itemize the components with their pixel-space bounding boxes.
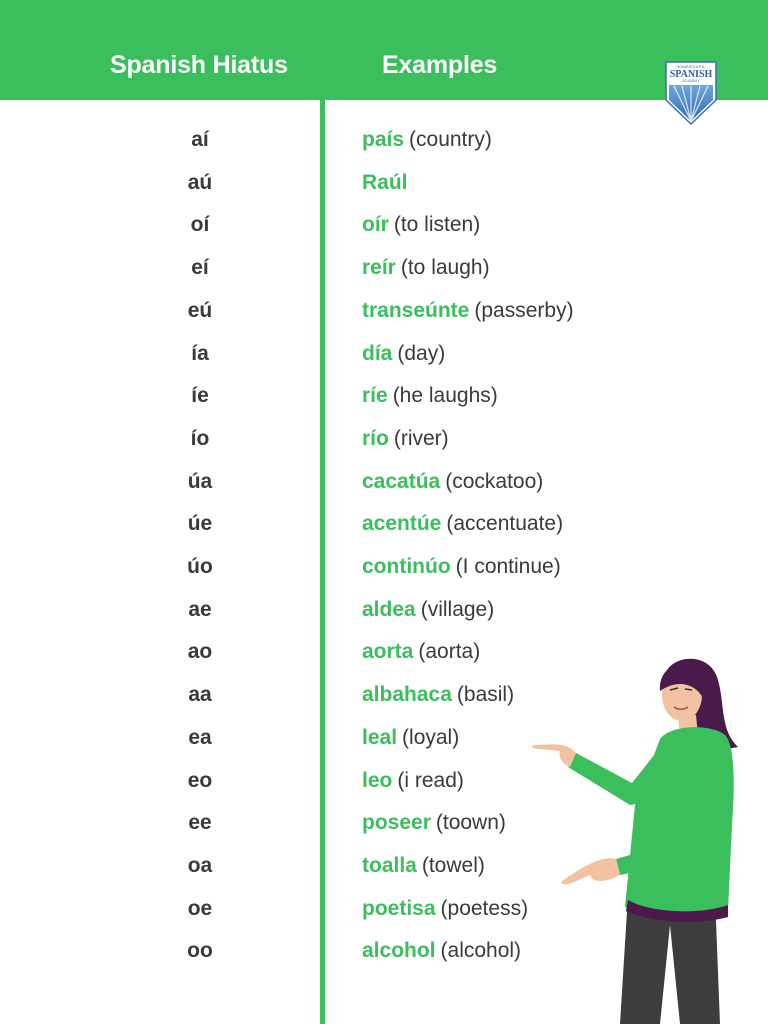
hiatus-combination: oí [190, 213, 210, 237]
logo-top-text: HOMESCHOOL [676, 64, 706, 69]
example-word: país [362, 128, 405, 151]
hiatus-combination: oa [187, 853, 213, 877]
example-translation: (accentuate) [446, 512, 564, 536]
table-row [0, 419, 768, 459]
column-title-examples: Examples [382, 51, 498, 79]
example-translation: (cockatoo) [445, 469, 544, 493]
example-word: oír [362, 213, 389, 237]
example-translation: (alcohol) [440, 939, 522, 963]
example-cell [362, 640, 480, 664]
table-row [0, 547, 768, 587]
example-cell [362, 939, 521, 963]
example-cell [362, 897, 528, 921]
hiatus-combination: oo [187, 939, 213, 963]
example-word: río [362, 426, 389, 450]
example-translation: (loyal) [402, 725, 460, 749]
table-row [0, 291, 768, 331]
example-word: poetisa [362, 896, 436, 920]
example-word: Raúl [362, 170, 408, 194]
example-cell [362, 811, 506, 835]
hiatus-combination: ao [187, 640, 213, 664]
table-row [0, 205, 768, 245]
example-translation: (towel) [421, 853, 485, 877]
example-word: ríe [362, 384, 388, 408]
example-translation: (country) [409, 128, 492, 151]
example-word: poseer [362, 811, 431, 835]
logo-bottom-text: ACADEMY [682, 79, 700, 83]
example-translation: (basil) [456, 683, 515, 707]
example-cell [362, 854, 485, 878]
header-bar [0, 0, 768, 100]
table-row [0, 462, 768, 502]
table-row [0, 504, 768, 544]
hiatus-combination: úe [187, 512, 213, 536]
example-translation: (poetess) [440, 896, 529, 920]
example-translation: (passerby) [474, 298, 574, 322]
example-word: leal [362, 725, 398, 749]
example-cell [362, 384, 498, 408]
example-translation: (village) [420, 597, 495, 621]
example-word: alcohol [362, 939, 436, 963]
example-cell [362, 299, 574, 323]
example-cell [362, 598, 494, 622]
hiatus-combination: oe [187, 896, 213, 920]
example-word: continúo [362, 555, 451, 578]
hiatus-combination: aí [191, 128, 209, 151]
example-translation: (toown) [435, 811, 506, 835]
example-translation: (I continue) [455, 555, 561, 578]
example-cell [362, 470, 543, 494]
example-translation: (to listen) [393, 213, 481, 237]
hiatus-combination: ía [191, 341, 209, 365]
example-translation: (river) [393, 426, 449, 450]
table-row [0, 376, 768, 416]
example-cell [362, 213, 480, 237]
academy-logo-icon [664, 60, 718, 126]
example-word: leo [362, 768, 393, 792]
hiatus-combination: ea [188, 725, 212, 749]
example-word: día [362, 341, 393, 365]
example-word: toalla [362, 853, 417, 877]
example-cell [362, 427, 449, 451]
table-row [0, 590, 768, 630]
example-cell [362, 726, 459, 750]
hiatus-combination: eí [191, 256, 209, 280]
hiatus-combination: ae [188, 597, 212, 621]
hiatus-combination: ee [188, 811, 212, 835]
hiatus-combination: úa [187, 469, 213, 493]
example-cell [362, 683, 514, 707]
example-translation: (he laughs) [392, 384, 498, 408]
example-cell [362, 171, 408, 195]
example-word: albahaca [362, 683, 452, 707]
table-row [0, 248, 768, 288]
example-cell [362, 256, 490, 280]
table-row [0, 163, 768, 203]
example-translation: (i read) [397, 768, 464, 792]
hiatus-combination: íe [191, 384, 209, 408]
hiatus-combination: eo [187, 768, 213, 792]
example-word: cacatúa [362, 469, 441, 493]
example-word: transeúnte [362, 298, 470, 322]
example-cell [362, 512, 563, 536]
table-row [0, 334, 768, 374]
hiatus-combination: eú [187, 298, 213, 322]
example-cell [362, 555, 561, 579]
example-word: reír [362, 256, 396, 280]
example-word: acentúe [362, 512, 442, 536]
logo-main-text: SPANISH [669, 69, 713, 80]
example-translation: (to laugh) [400, 256, 490, 280]
example-translation: (day) [397, 341, 446, 365]
example-cell [362, 769, 464, 793]
hiatus-combination: aú [187, 170, 213, 194]
hiatus-combination: aa [188, 683, 212, 707]
teacher-presenting-icon [520, 655, 768, 1024]
hiatus-combination: ío [190, 426, 210, 450]
example-cell [362, 342, 445, 366]
example-word: aorta [362, 640, 414, 664]
hiatus-combination: úo [187, 555, 213, 578]
example-translation: (aorta) [418, 640, 481, 664]
example-word: aldea [362, 597, 416, 621]
table-row [0, 120, 768, 160]
column-title-hiatus: Spanish Hiatus [110, 51, 288, 79]
example-cell [362, 128, 492, 152]
